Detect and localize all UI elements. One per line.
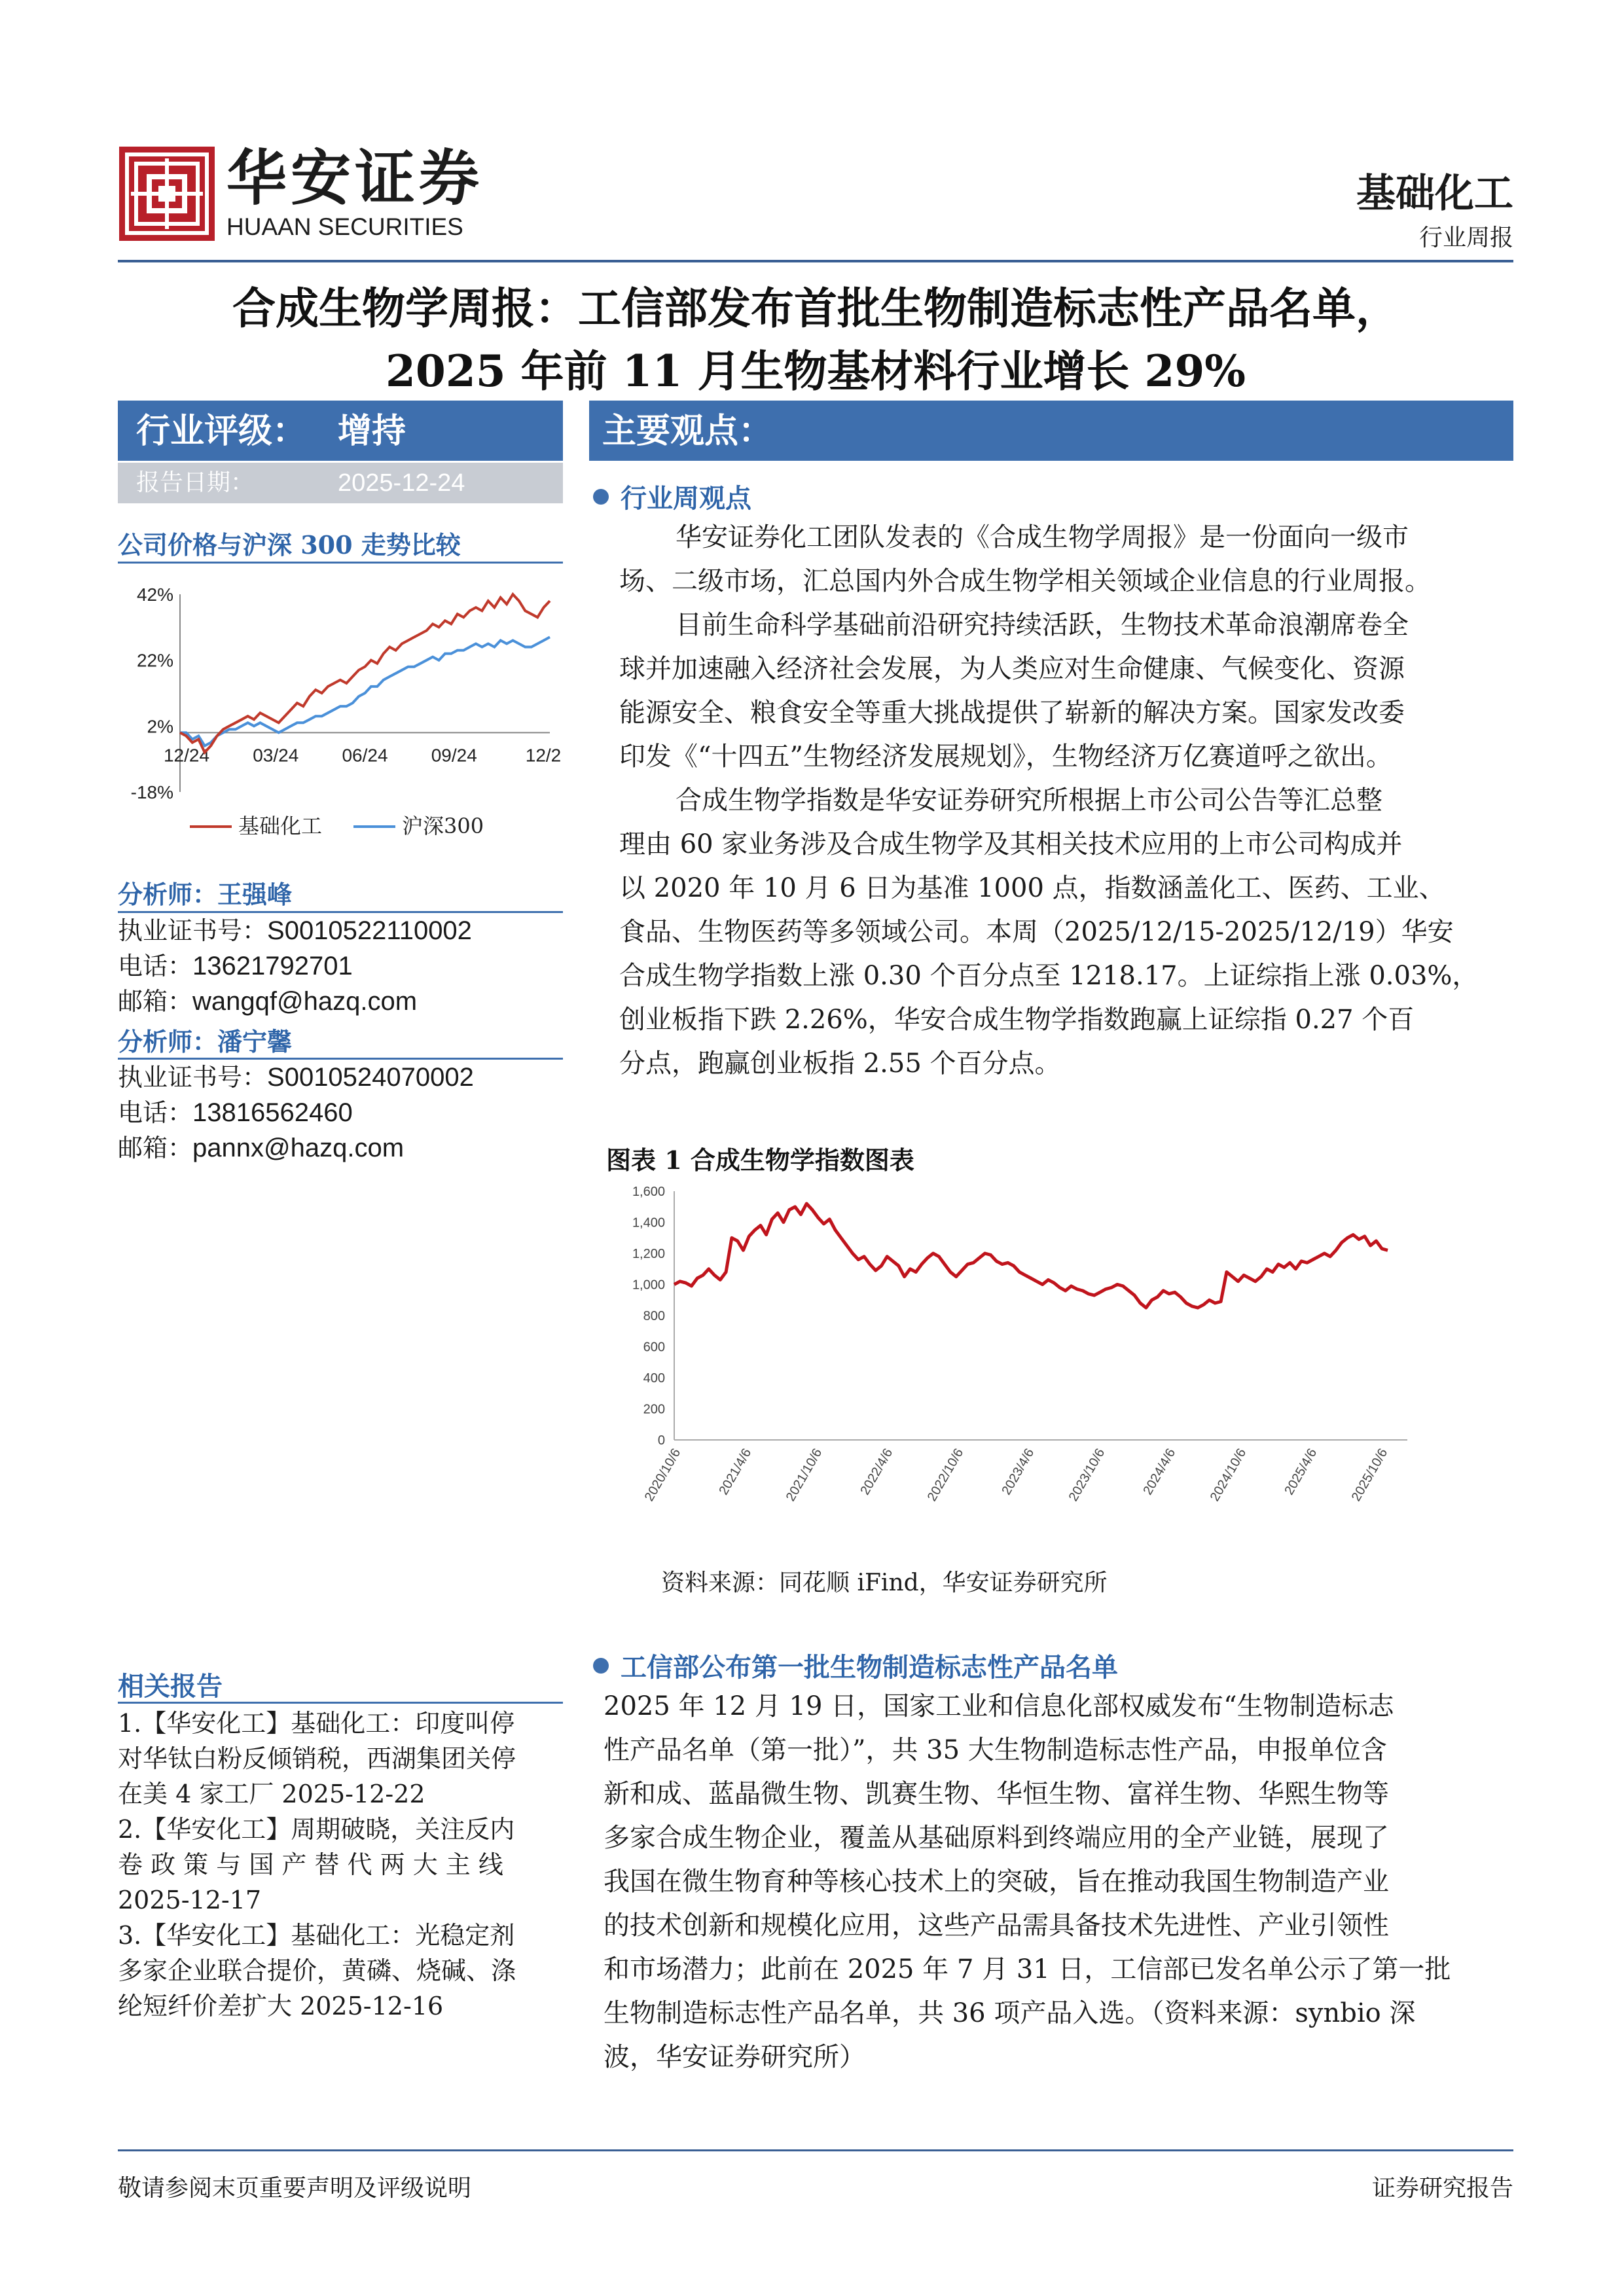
logo-chinese-wordmark: 华安证券 bbox=[226, 143, 484, 213]
paragraph-line: 分点，跑赢创业板指 2.55 个百分点。 bbox=[619, 1049, 1061, 1079]
y-tick-label: 200 bbox=[643, 1402, 665, 1417]
synbio-index-chart bbox=[609, 1178, 1460, 1545]
comparison-heading-rule bbox=[118, 562, 563, 564]
y-tick-label: 1,400 bbox=[632, 1215, 665, 1230]
x-tick-group bbox=[999, 1446, 1037, 1498]
phone-number: 13621792701 bbox=[192, 952, 353, 980]
x-tick-group bbox=[784, 1446, 825, 1504]
related-report-item[interactable] bbox=[118, 1918, 563, 2024]
comparison-chart-heading: 公司价格与沪深 300 走势比较 bbox=[118, 530, 461, 560]
logo-english-wordmark: HUAAN SECURITIES bbox=[226, 213, 463, 240]
x-tick-label: 2023/10/6 bbox=[1066, 1446, 1108, 1504]
x-tick-label: 2022/4/6 bbox=[857, 1446, 896, 1498]
industry-name: 基础化工 bbox=[1356, 171, 1513, 217]
related-report-line: 在美 4 家工厂 2025-12-22 bbox=[118, 1780, 425, 1808]
analyst-heading: 分析师：潘宁馨 bbox=[118, 1027, 293, 1056]
x-tick-label: 2024/4/6 bbox=[1140, 1446, 1179, 1498]
related-report-item[interactable] bbox=[118, 1812, 563, 1918]
email-link[interactable]: wangqf@hazq.com bbox=[192, 987, 418, 1016]
paragraph-background bbox=[619, 603, 1470, 779]
related-report-line: 纶短纤价差扩大 2025-12-16 bbox=[118, 1992, 444, 2020]
rating-label: 行业评级： bbox=[136, 411, 307, 451]
paragraph-line: 球并加速融入经济社会发展，为人类应对生命健康、气候变化、资源 bbox=[619, 654, 1405, 684]
x-tick-group bbox=[1349, 1446, 1391, 1504]
report-title-line-2: 2025 年前 11 月生物基材料行业增长 29% bbox=[385, 346, 1246, 397]
y-tick-label: 800 bbox=[643, 1309, 665, 1323]
x-tick-group bbox=[1140, 1446, 1178, 1498]
legend-label-hs300: 沪深300 bbox=[402, 814, 484, 838]
index-series-line bbox=[674, 1204, 1388, 1308]
y-tick-label: 22% bbox=[136, 650, 173, 671]
cert-number: S0010522110002 bbox=[267, 916, 472, 945]
related-report-line: 对华钛白粉反倾销税，西湖集团关停 bbox=[118, 1744, 516, 1773]
y-tick-label: 1,200 bbox=[632, 1247, 665, 1261]
related-report-line: 卷 政 策 与 国 产 替 代 两 大 主 线 bbox=[118, 1850, 503, 1879]
paragraph-line: 能源安全、粮食安全等重大挑战提供了崭新的解决方案。国家发改委 bbox=[619, 698, 1405, 728]
paragraph-line: 性产品名单（第一批）”，共 35 大生物制造标志性产品，申报单位含 bbox=[604, 1735, 1387, 1765]
comparison-chart bbox=[118, 576, 563, 812]
x-tick-label: 03/24 bbox=[253, 745, 299, 766]
section-heading-weekly-view bbox=[593, 478, 751, 515]
section-heading-text: 行业周观点 bbox=[621, 483, 751, 514]
analyst-email-line bbox=[118, 986, 417, 1017]
bullet-icon bbox=[593, 1658, 609, 1674]
related-reports-heading: 相关报告 bbox=[118, 1671, 223, 1702]
paragraph-line: 新和成、蓝晶微生物、凯赛生物、华恒生物、富祥生物、华熙生物等 bbox=[604, 1779, 1389, 1809]
related-report-line: 3.【华安化工】基础化工：光稳定剂 bbox=[118, 1921, 515, 1950]
paragraph-intro bbox=[619, 516, 1470, 603]
bullet-icon bbox=[593, 489, 609, 505]
paragraph-line: 场、二级市场，汇总国内外合成生物学相关领域企业信息的行业周报。 bbox=[619, 566, 1431, 596]
report-type: 行业周报 bbox=[1418, 224, 1513, 251]
paragraph-line: 目前生命科学基础前沿研究持续活跃，生物技术革命浪潮席卷全 bbox=[676, 610, 1409, 640]
footer-disclaimer-link[interactable]: 敬请参阅末页重要声明及评级说明 bbox=[118, 2175, 472, 2202]
paragraph-line: 的技术创新和规模化应用，这些产品需具备技术先进性、产业引领性 bbox=[604, 1910, 1389, 1941]
related-report-line: 2.【华安化工】周期破晓，关注反内 bbox=[118, 1815, 515, 1844]
rating-value: 增持 bbox=[338, 411, 406, 451]
cert-label: 执业证书号： bbox=[118, 916, 268, 945]
paragraph-index bbox=[619, 779, 1479, 1086]
paragraph-miit bbox=[604, 1685, 1481, 2079]
logo-mark-icon bbox=[118, 145, 216, 242]
analyst-phone-line bbox=[118, 1097, 353, 1128]
paragraph-line: 以 2020 年 10 月 6 日为基准 1000 点，指数涵盖化工、医药、工业、 bbox=[619, 873, 1445, 903]
analyst-heading-rule bbox=[118, 1058, 563, 1060]
paragraph-line: 印发《“十四五”生物经济发展规划》，生物经济万亿赛道呼之欲出。 bbox=[619, 742, 1392, 772]
x-tick-label: 2022/10/6 bbox=[924, 1446, 967, 1504]
x-tick-label: 12/2 bbox=[525, 745, 562, 766]
paragraph-line: 和市场潜力；此前在 2025 年 7 月 31 日，工信部已发名单公示了第一批 bbox=[604, 1954, 1451, 1984]
related-report-line: 2025-12-17 bbox=[118, 1886, 262, 1914]
x-tick-label: 2020/10/6 bbox=[641, 1446, 684, 1504]
y-tick-label: -18% bbox=[130, 782, 173, 802]
x-tick-group bbox=[857, 1446, 895, 1498]
x-tick-group bbox=[925, 1446, 967, 1504]
x-tick-group bbox=[1208, 1446, 1250, 1504]
x-tick-label: 2023/4/6 bbox=[999, 1446, 1038, 1498]
paragraph-line: 华安证券化工团队发表的《合成生物学周报》是一份面向一级市 bbox=[676, 522, 1409, 552]
y-tick-label: 600 bbox=[643, 1340, 665, 1355]
analyst-phone-line bbox=[118, 950, 353, 982]
email-label: 邮箱： bbox=[118, 1134, 193, 1162]
cert-number: S0010524070002 bbox=[267, 1063, 474, 1092]
y-tick-label: 0 bbox=[657, 1433, 665, 1448]
figure-source: 资料来源：同花顺 iFind，华安证券研究所 bbox=[661, 1570, 1108, 1596]
report-date-value: 2025-12-24 bbox=[338, 469, 465, 497]
x-tick-label: 2021/4/6 bbox=[716, 1446, 755, 1498]
x-tick-label: 06/24 bbox=[342, 745, 388, 766]
paragraph-line: 2025 年 12 月 19 日，国家工业和信息化部权威发布“生物制造标志 bbox=[604, 1691, 1394, 1721]
cert-label: 执业证书号： bbox=[118, 1063, 268, 1092]
analyst-heading: 分析师：王强峰 bbox=[118, 880, 293, 909]
paragraph-line: 生物制造标志性产品名单，共 36 项产品入选。（资料来源：synbio 深 bbox=[604, 1998, 1416, 2028]
paragraph-line: 我国在微生物育种等核心技术上的突破，旨在推动我国生物制造产业 bbox=[604, 1867, 1389, 1897]
y-tick-label: 1,000 bbox=[632, 1278, 665, 1293]
legend-swatch-industry bbox=[190, 825, 232, 828]
related-heading-rule bbox=[118, 1702, 563, 1704]
paragraph-line: 合成生物学指数上涨 0.30 个百分点至 1218.17。上证综指上涨 0.03%， bbox=[619, 961, 1479, 991]
x-tick-group bbox=[1282, 1446, 1320, 1498]
paragraph-line: 多家合成生物企业，覆盖从基础原料到终端应用的全产业链，展现了 bbox=[604, 1823, 1389, 1853]
series-line-hs300 bbox=[180, 637, 550, 745]
paragraph-line: 合成生物学指数是华安证券研究所根据上市公司公告等汇总整 bbox=[676, 785, 1382, 816]
x-tick-label: 2024/10/6 bbox=[1207, 1446, 1250, 1504]
analyst-cert-line bbox=[118, 1062, 474, 1093]
x-tick-label: 2021/10/6 bbox=[783, 1446, 825, 1504]
x-tick-label: 12/24 bbox=[163, 745, 210, 766]
x-tick-group bbox=[1066, 1446, 1108, 1504]
legend-label-industry: 基础化工 bbox=[238, 814, 323, 838]
related-report-line: 1.【华安化工】基础化工：印度叫停 bbox=[118, 1709, 515, 1738]
x-tick-label: 2025/10/6 bbox=[1348, 1446, 1391, 1504]
paragraph-line: 创业板指下跌 2.26%，华安合成生物学指数跑赢上证综指 0.27 个百 bbox=[619, 1005, 1415, 1035]
y-tick-label: 42% bbox=[136, 584, 173, 605]
paragraph-line: 理由 60 家业务涉及合成生物学及其相关技术应用的上市公司构成并 bbox=[619, 829, 1403, 859]
section-heading-text: 工信部公布第一批生物制造标志性产品名单 bbox=[621, 1652, 1118, 1683]
analyst-email-line bbox=[118, 1132, 404, 1164]
phone-number: 13816562460 bbox=[192, 1098, 353, 1127]
y-tick-label: 400 bbox=[643, 1371, 665, 1386]
paragraph-line: 食品、生物医药等多领域公司。本周（2025/12/15-2025/12/19）华安 bbox=[619, 917, 1454, 947]
footer-report-label: 证券研究报告 bbox=[1371, 2175, 1513, 2202]
legend-swatch-hs300 bbox=[353, 825, 395, 828]
email-link[interactable]: pannx@hazq.com bbox=[192, 1134, 405, 1162]
main-points-heading: 主要观点： bbox=[602, 411, 773, 451]
report-date-label: 报告日期： bbox=[136, 469, 255, 496]
report-title-line-1: 合成生物学周报：工信部发布首批生物制造标志性产品名单， bbox=[232, 283, 1399, 334]
footer-divider bbox=[118, 2149, 1513, 2151]
analyst-cert-line bbox=[118, 915, 472, 946]
x-tick-label: 2025/4/6 bbox=[1282, 1446, 1320, 1498]
figure-caption: 图表 1 合成生物学指数图表 bbox=[606, 1145, 914, 1175]
phone-label: 电话： bbox=[118, 952, 193, 980]
related-report-line: 多家企业联合提价，黄磷、烧碱、涤 bbox=[118, 1956, 516, 1985]
related-report-item[interactable] bbox=[118, 1706, 563, 1812]
phone-label: 电话： bbox=[118, 1098, 193, 1127]
x-tick-group bbox=[642, 1446, 684, 1504]
x-tick-label: 09/24 bbox=[431, 745, 477, 766]
header-divider bbox=[118, 260, 1513, 262]
y-tick-label: 2% bbox=[147, 716, 173, 737]
paragraph-line: 波，华安证券研究所） bbox=[604, 2042, 865, 2072]
x-tick-group bbox=[716, 1446, 754, 1498]
section-heading-miit-list bbox=[593, 1647, 1118, 1684]
email-label: 邮箱： bbox=[118, 987, 193, 1016]
analyst-heading-rule bbox=[118, 911, 563, 913]
y-tick-label: 1,600 bbox=[632, 1185, 665, 1199]
